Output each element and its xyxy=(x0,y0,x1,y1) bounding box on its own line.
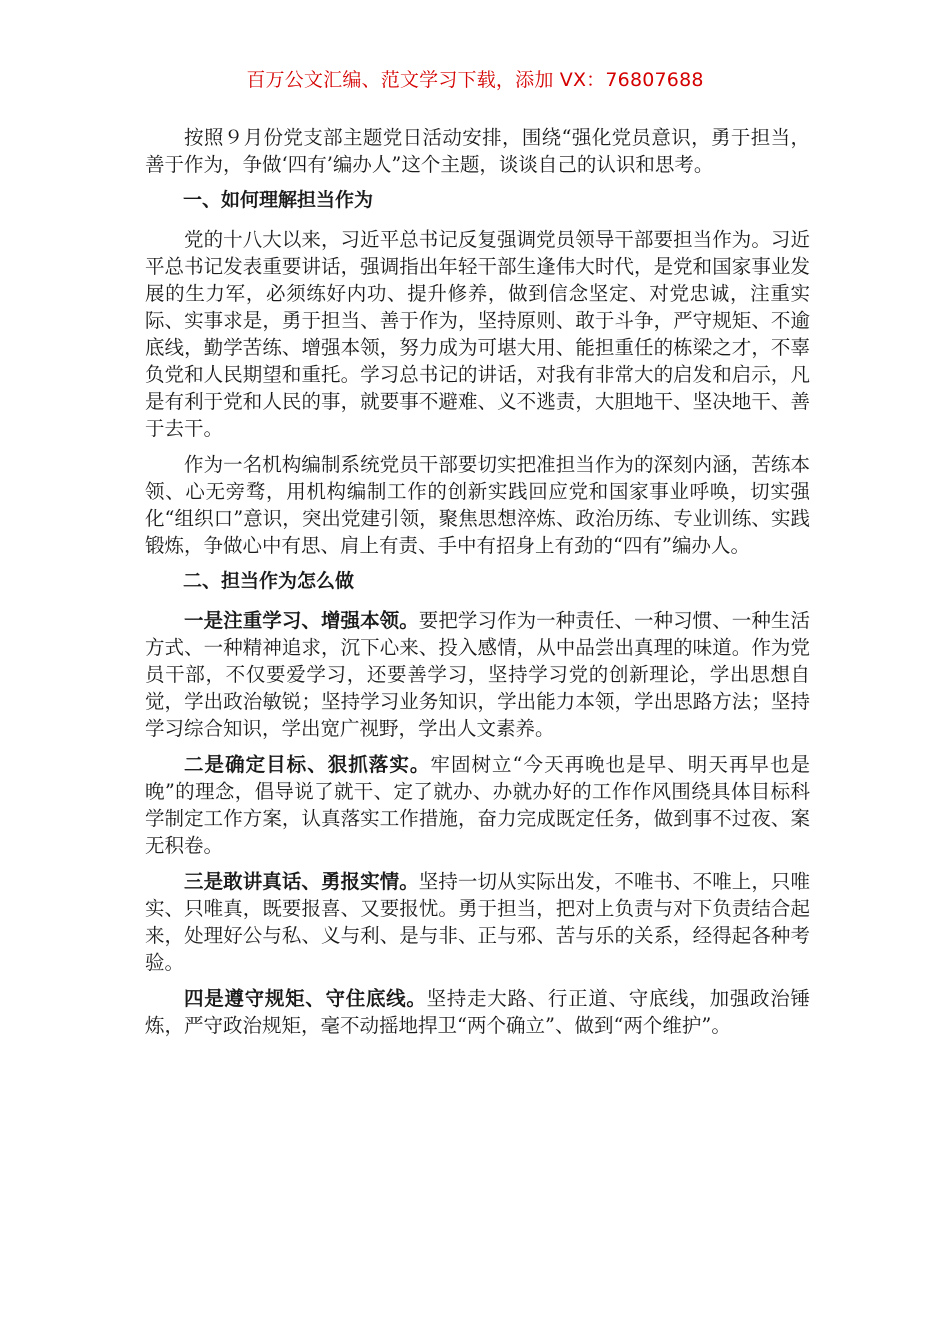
point-4-paragraph xyxy=(145,985,810,1039)
point-4-text: 坚持走大路、行正道、守底线，加强政治锤炼，严守政治规矩，毫不动摇地捍卫“两个确立”、做到“两个维护”。 xyxy=(145,987,810,1037)
section-2-heading: 二、担当作为怎么做 xyxy=(183,570,355,592)
section-1-heading: 一、如何理解担当作为 xyxy=(183,189,374,211)
point-2-text: 牢固树立“今天再晚也是早、明天再早也是晚”的理念，倡导说了就干、定了就办、办就办好的工作作风围绕具体目标科学制定工作方案，认真落实工作措施，奋力完成既定任务，做到事不过夜、案无积卷。 xyxy=(145,753,810,857)
section-1-paragraph-1: 党的十八大以来，习近平总书记反复强调党员领导干部要担当作为。习近平总书记发表重要讲话，强调指出年轻干部生逢伟大时代，是党和国家事业发展的生力军，必须练好内功、提升修养，做到信念坚定、对党忠诚，注重实际、实事求是，勇于担当、善于作为，坚持原则、敢于斗争，严守规矩、不逾底线，勤学苦练、增强本领，努力成为可堪大用、能担重任的栋梁之才，不辜负党和人民期望和重托。学习总书记的讲话，对我有非常大的启发和启示，凡是有利于党和人民的事，就要事不避难、义不逃责，大胆地干、坚决地干、善于去干。 xyxy=(145,228,810,440)
point-2-lead: 二是确定目标、狠抓落实。 xyxy=(184,753,431,776)
document-body xyxy=(145,124,810,1048)
section-1-paragraph-2: 作为一名机构编制系统党员干部要切实把准担当作为的深刻内涵，苦练本领、心无旁骛，用机构编制工作的创新实践回应党和国家事业呼唤，切实强化“组织口”意识，突出党建引领，聚焦思想淬炼、政治历练、专业训练、实践锻炼，争做心中有思、肩上有责、手中有招身上有劲的“四有”编办人。 xyxy=(145,453,810,557)
point-4-lead: 四是遵守规矩、守住底线。 xyxy=(184,987,427,1010)
point-2-paragraph xyxy=(145,751,810,859)
header-banner: 百万公文汇编、范文学习下载，添加 VX：76807688 xyxy=(246,69,704,91)
point-3-lead: 三是敢讲真话、勇报实情。 xyxy=(184,870,419,893)
point-1-paragraph xyxy=(145,607,810,742)
intro-paragraph: 按照９月份党支部主题党日活动安排，围绕“强化党员意识，勇于担当，善于作为，争做‘四有’编办人”这个主题，谈谈自己的认识和思考。 xyxy=(145,126,810,176)
point-1-lead: 一是注重学习、增强本领。 xyxy=(184,609,419,632)
point-1-text: 要把学习作为一种责任、一种习惯、一种生活方式、一种精神追求，沉下心来、投入感情，从中品尝出真理的味道。作为党员干部，不仅要爱学习，还要善学习，坚持学习党的创新理论，学出思想自觉，学出政治敏锐；坚持学习业务知识，学出能力本领，学出思路方法；坚持学习综合知识，学出宽广视野，学出人文素养。 xyxy=(145,609,810,740)
point-3-text: 坚持一切从实际出发，不唯书、不唯上，只唯实、只唯真，既要报喜、又要报忧。勇于担当，把对上负责与对下负责结合起来，处理好公与私、义与利、是与非、正与邪、苦与乐的关系，经得起各种考验。 xyxy=(145,870,810,974)
point-3-paragraph xyxy=(145,868,810,976)
